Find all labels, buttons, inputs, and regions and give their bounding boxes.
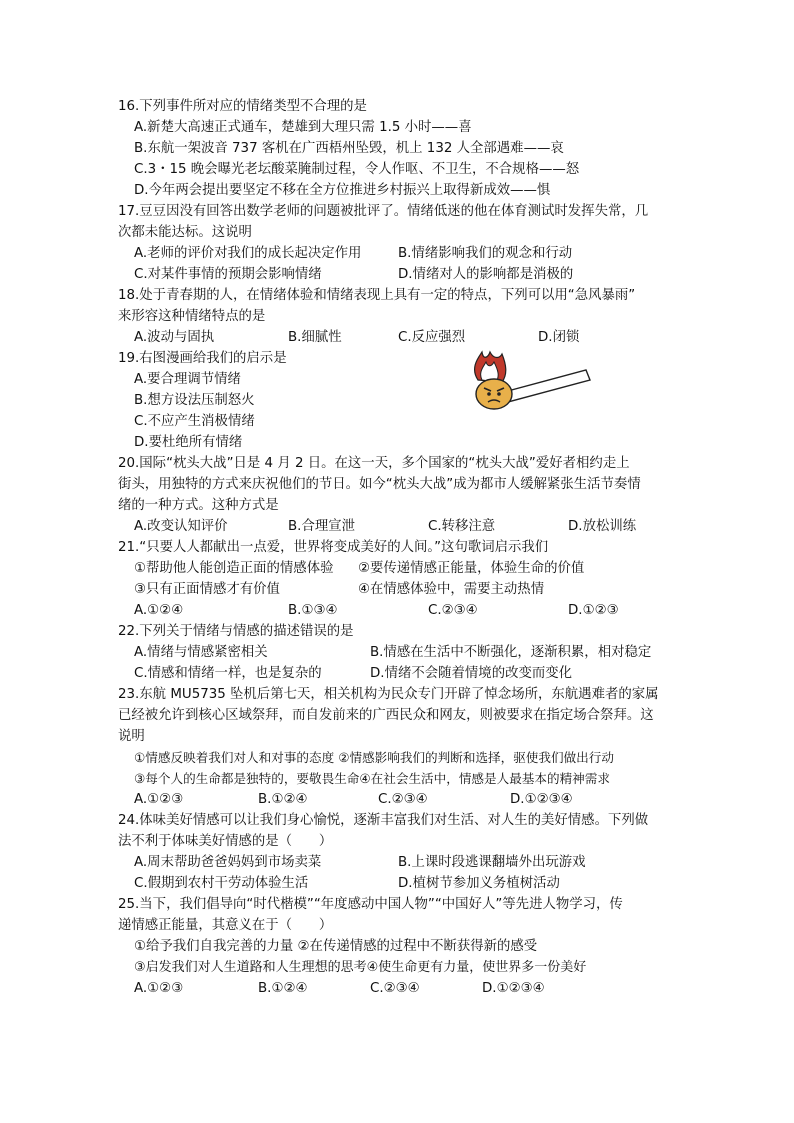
q19-option-c[interactable]: C.不应产生消极情绪 bbox=[134, 414, 255, 429]
q24-option-b[interactable]: B.上课时段逃课翻墙外出玩游戏 bbox=[398, 855, 586, 870]
q17-option-d[interactable]: D.情绪对人的影响都是消极的 bbox=[398, 267, 574, 282]
q16-option-d[interactable]: D.今年两会提出要坚定不移在全方位推进乡村振兴上取得新成效——惧 bbox=[134, 183, 551, 198]
cartoon-illustration bbox=[468, 350, 608, 442]
q25-items-line2: ③启发我们对人生道路和人生理想的思考④使生命更有力量，使世界多一份美好 bbox=[134, 960, 587, 975]
q21-stem: 21.“只要人人都献出一点爱，世界将变成美好的人间。”这句歌词启示我们 bbox=[118, 540, 549, 555]
q22-stem: 22.下列关于情绪与情感的描述错误的是 bbox=[118, 624, 354, 639]
q24-option-d[interactable]: D.植树节参加义务植树活动 bbox=[398, 876, 560, 891]
q18-option-d[interactable]: D.闭锁 bbox=[538, 330, 580, 345]
q24-stem-line2: 法不利于体味美好情感的是（ ） bbox=[118, 834, 333, 849]
q21-item-4: ④在情感体验中，需要主动热情 bbox=[358, 582, 545, 597]
q19-option-d[interactable]: D.要杜绝所有情绪 bbox=[134, 435, 243, 450]
q20-stem-line2: 街头，用独特的方式来庆祝他们的节日。如今“枕头大战”成为都市人缓解紧张生活节奏情 bbox=[118, 477, 641, 492]
q21-option-a[interactable]: A.①②④ bbox=[134, 603, 184, 618]
q20-stem-line3: 绪的一种方式。这种方式是 bbox=[118, 498, 279, 513]
q19-option-b[interactable]: B.想方设法压制怒火 bbox=[134, 393, 255, 408]
q18-stem-line1: 18.处于青春期的人，在情绪体验和情绪表现上具有一定的特点，下列可以用“急风暴雨” bbox=[118, 288, 636, 303]
q25-option-c[interactable]: C.②③④ bbox=[370, 981, 420, 996]
q23-stem-line3: 说明 bbox=[118, 729, 145, 744]
q25-items-line1: ①给予我们自我完善的力量 ②在传递情感的过程中不断获得新的感受 bbox=[134, 939, 538, 954]
q21-option-c[interactable]: C.②③④ bbox=[428, 603, 478, 618]
q21-item-1: ①帮助他人能创造正面的情感体验 bbox=[134, 561, 334, 576]
q23-option-b[interactable]: B.①②④ bbox=[258, 792, 308, 807]
q19-option-a[interactable]: A.要合理调节情绪 bbox=[134, 372, 241, 387]
q22-option-a[interactable]: A.情绪与情感紧密相关 bbox=[134, 645, 268, 660]
q25-option-d[interactable]: D.①②③④ bbox=[482, 981, 545, 996]
q25-stem-line1: 25.当下，我们倡导向“时代楷模”“年度感动中国人物”“中国好人”等先进人物学习，传 bbox=[118, 897, 623, 912]
q17-option-b[interactable]: B.情绪影响我们的观念和行动 bbox=[398, 246, 573, 261]
q24-option-c[interactable]: C.假期到农村干劳动体验生活 bbox=[134, 876, 309, 891]
q23-items-line2: ③每个人的生命都是独特的，要敬畏生命④在社会生活中，情感是人最基本的精神需求 bbox=[134, 771, 610, 786]
q20-option-a[interactable]: A.改变认知评价 bbox=[134, 519, 228, 534]
q24-option-a[interactable]: A.周末帮助爸爸妈妈到市场卖菜 bbox=[134, 855, 322, 870]
q18-option-b[interactable]: B.细腻性 bbox=[288, 330, 342, 345]
q18-option-a[interactable]: A.波动与固执 bbox=[134, 330, 215, 345]
match-anger-cartoon bbox=[468, 350, 608, 442]
q21-item-3: ③只有正面情感才有价值 bbox=[134, 582, 280, 597]
q22-option-d[interactable]: D.情绪不会随着情境的改变而变化 bbox=[370, 666, 573, 681]
q25-stem-line2: 递情感正能量，其意义在于（ ） bbox=[118, 918, 333, 933]
q23-option-a[interactable]: A.①②③ bbox=[134, 792, 184, 807]
q23-stem-line2: 已经被允许到核心区域祭拜，而自发前来的广西民众和网友，则被要求在指定场合祭拜。这 bbox=[118, 708, 654, 723]
q25-option-a[interactable]: A.①②③ bbox=[134, 981, 184, 996]
q16-option-b[interactable]: B.东航一架波音 737 客机在广西梧州坠毁，机上 132 人全部遇难——哀 bbox=[134, 141, 564, 156]
q23-items-line1: ①情感反映着我们对人和对事的态度 ②情感影响我们的判断和选择，驱使我们做出行动 bbox=[134, 750, 614, 765]
q23-option-c[interactable]: C.②③④ bbox=[378, 792, 428, 807]
q20-option-c[interactable]: C.转移注意 bbox=[428, 519, 496, 534]
q16-stem: 16.下列事件所对应的情绪类型不合理的是 bbox=[118, 99, 367, 114]
q18-stem-line2: 来形容这种情绪特点的是 bbox=[118, 309, 266, 324]
q23-stem-line1: 23.东航 MU5735 坠机后第七天，相关机构为民众专门开辟了悼念场所，东航遇难者的家属 bbox=[118, 687, 659, 702]
q22-option-c[interactable]: C.情感和情绪一样，也是复杂的 bbox=[134, 666, 322, 681]
q17-option-a[interactable]: A.老师的评价对我们的成长起决定作用 bbox=[134, 246, 362, 261]
q24-stem-line1: 24.体味美好情感可以让我们身心愉悦，逐渐丰富我们对生活、对人生的美好情感。下列做 bbox=[118, 813, 649, 828]
q19-stem: 19.右图漫画给我们的启示是 bbox=[118, 351, 287, 366]
q17-option-c[interactable]: C.对某件事情的预期会影响情绪 bbox=[134, 267, 322, 282]
q25-option-b[interactable]: B.①②④ bbox=[258, 981, 308, 996]
q22-option-b[interactable]: B.情感在生活中不断强化，逐渐积累，相对稳定 bbox=[370, 645, 652, 660]
q17-stem-line1: 17.豆豆因没有回答出数学老师的问题被批评了。情绪低迷的他在体育测试时发挥失常，几 bbox=[118, 204, 649, 219]
q21-option-d[interactable]: D.①②③ bbox=[568, 603, 619, 618]
q20-option-d[interactable]: D.放松训练 bbox=[568, 519, 637, 534]
q16-option-c[interactable]: C.3・15 晚会曝光老坛酸菜腌制过程，令人作呕、不卫生，不合规格——怒 bbox=[134, 162, 580, 177]
q20-option-b[interactable]: B.合理宣泄 bbox=[288, 519, 356, 534]
q21-option-b[interactable]: B.①③④ bbox=[288, 603, 338, 618]
q16-option-a[interactable]: A.新楚大高速正式通车，楚雄到大理只需 1.5 小时——喜 bbox=[134, 120, 472, 135]
q23-option-d[interactable]: D.①②③④ bbox=[510, 792, 573, 807]
q18-option-c[interactable]: C.反应强烈 bbox=[398, 330, 466, 345]
q17-stem-line2: 次都未能达标。这说明 bbox=[118, 225, 252, 240]
q20-stem-line1: 20.国际“枕头大战”日是 4 月 2 日。在这一天，多个国家的“枕头大战”爱好者相约走上 bbox=[118, 456, 630, 471]
q21-item-2: ②要传递情感正能量，体验生命的价值 bbox=[358, 561, 585, 576]
